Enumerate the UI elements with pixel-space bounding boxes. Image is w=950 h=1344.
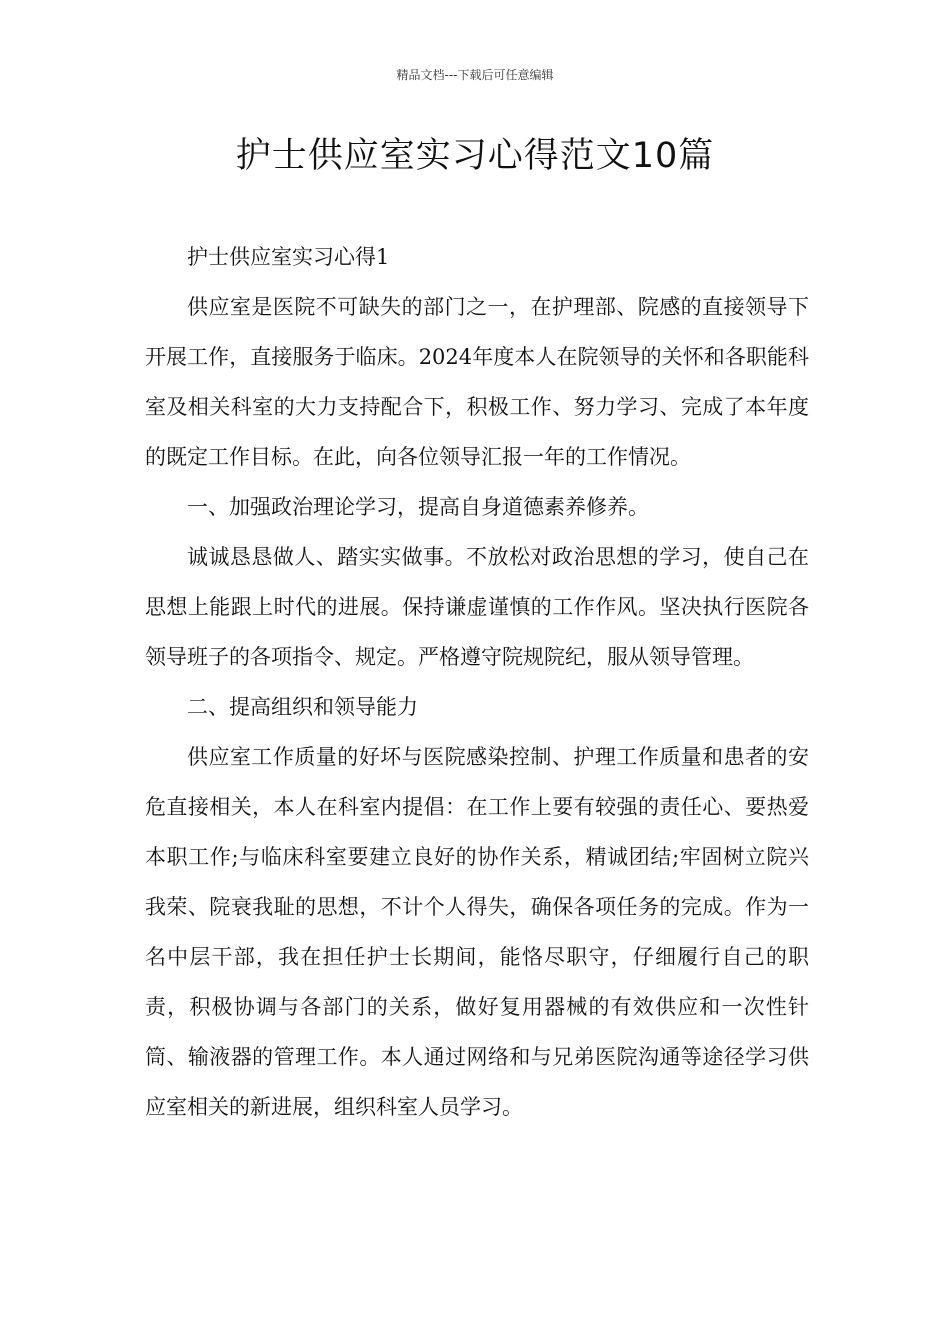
document-title: 护士供应室实习心得范文10篇: [235, 136, 715, 176]
header-note: 精品文档---下载后可任意编辑: [396, 68, 554, 82]
paragraph: 供应室是医院不可缺失的部门之一，在护理部、院感的直接领导下开展工作，直接服务于临床。2024年度本人在院领导的关怀和各职能科室及相关科室的大力支持配合下，积极工作、努力学习、完成了本年度的既定工作目标。在此，向各位领导汇报一年的工作情况。: [145, 295, 809, 469]
paragraph: 供应室工作质量的好坏与医院感染控制、护理工作质量和患者的安危直接相关，本人在科室内提倡：在工作上要有较强的责任心、要热爱本职工作;与临床科室要建立良好的协作关系，精诚团结;牢固树立院兴我荣、院衰我耻的思想，不计个人得失，确保各项任务的完成。作为一名中层干部，我在担任护士长期间，能恪尽职守，仔细履行自己的职责，积极协调与各部门的关系，做好复用器械的有效供应和一次性针筒、输液器的管理工作。本人通过网络和与兄弟医院沟通等途径学习供应室相关的新进展，组织科室人员学习。: [145, 745, 809, 1119]
section-heading: 一、加强政治理论学习，提高自身道德素养修养。: [187, 495, 649, 519]
section-heading: 二、提高组织和领导能力: [187, 695, 418, 719]
paragraph: 诚诚恳恳做人、踏实实做事。不放松对政治思想的学习，使自己在思想上能跟上时代的进展。保持谦虚谨慎的工作作风。坚决执行医院各领导班子的各项指令、规定。严格遵守院规院纪，服从领导管理。: [145, 545, 809, 669]
document-body: [145, 232, 809, 1132]
section-heading: 护士供应室实习心得1: [187, 245, 390, 269]
